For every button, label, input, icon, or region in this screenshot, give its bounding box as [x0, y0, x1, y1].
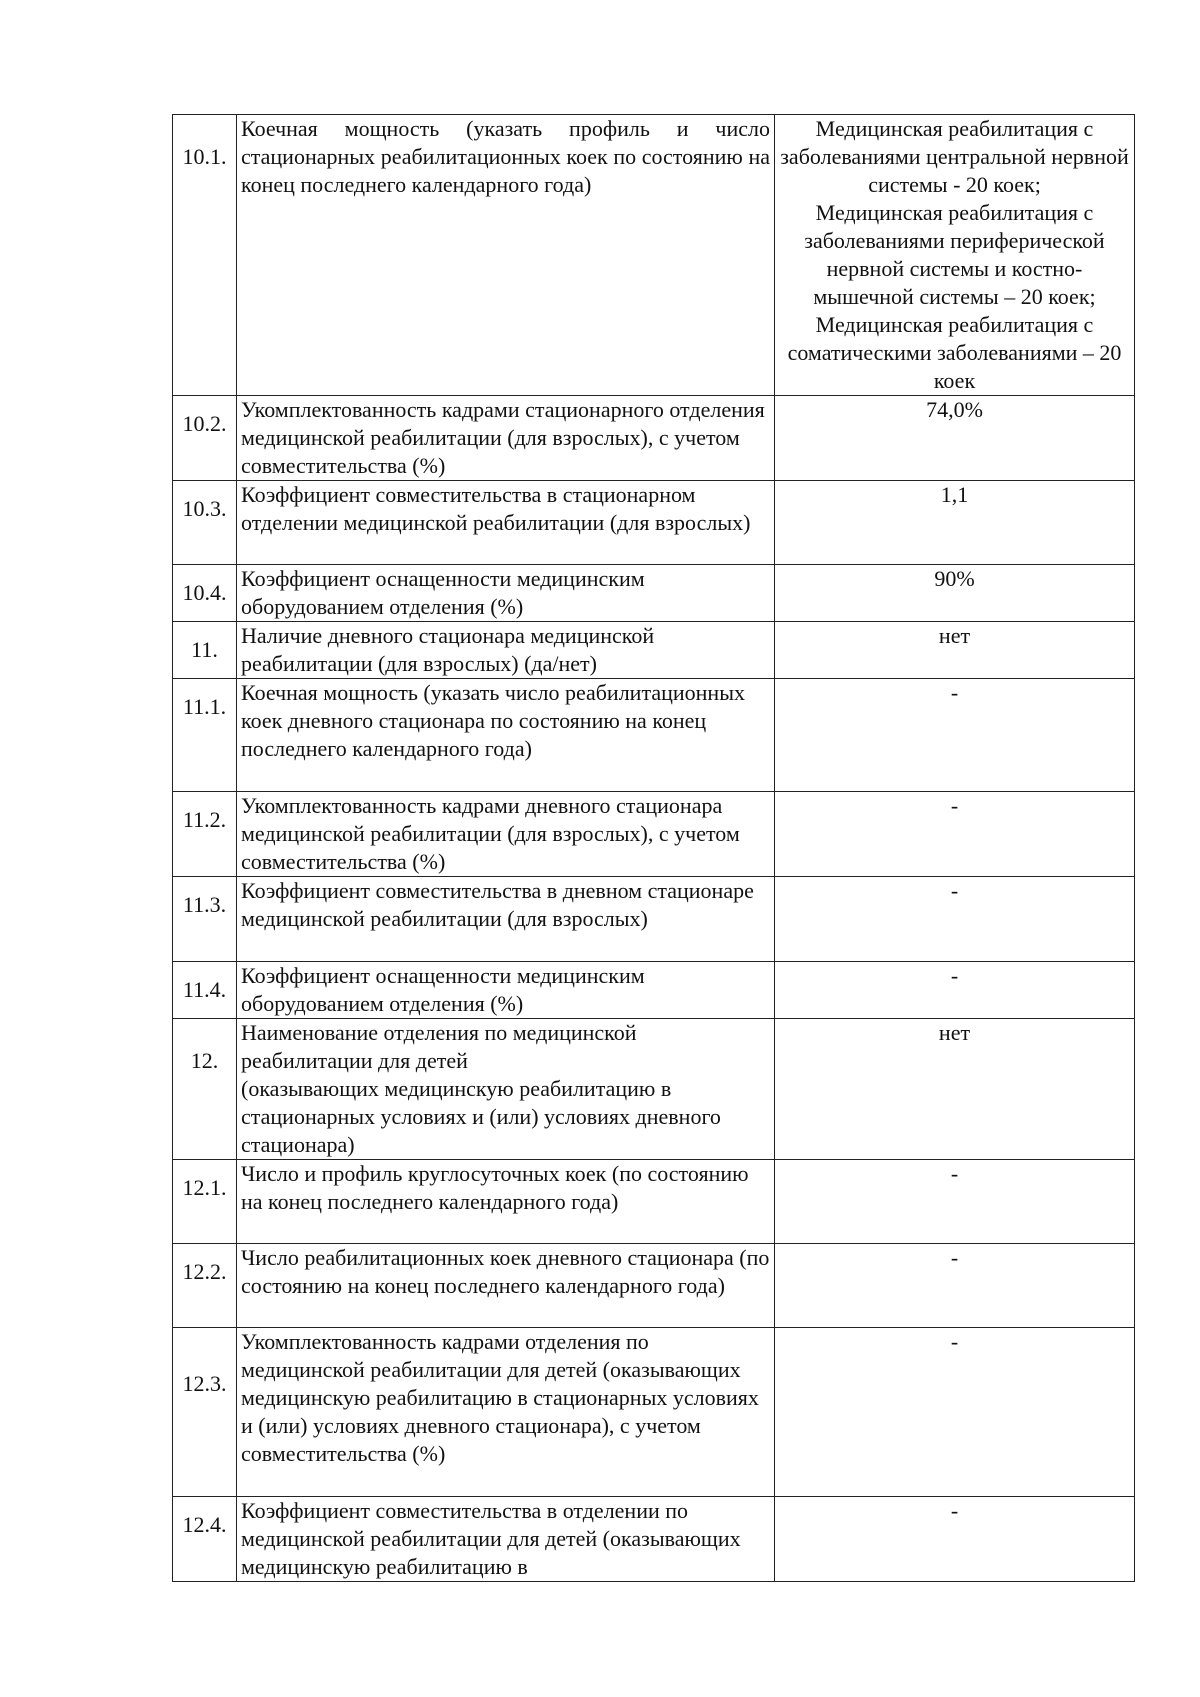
- row-number: 11.2.: [173, 792, 237, 877]
- row-description: Коэффициент совместительства в дневном стационаре медицинской реабилитации (для взрослых): [237, 877, 775, 962]
- row-description: Коэффициент оснащенности медицинским оборудованием отделения (%): [237, 962, 775, 1019]
- table-row: [173, 1244, 1135, 1328]
- table-row: [173, 962, 1135, 1019]
- row-description: Укомплектованность кадрами стационарного отделения медицинской реабилитации (для взрослых), с учетом совместительства (%): [237, 396, 775, 481]
- row-value: 90%: [775, 565, 1135, 622]
- row-description: Укомплектованность кадрами дневного стационара медицинской реабилитации (для взрослых), с учетом совместительства (%): [237, 792, 775, 877]
- row-value: -: [775, 1328, 1135, 1497]
- row-number: 11.1.: [173, 679, 237, 792]
- table-row: [173, 792, 1135, 877]
- row-number: 12.3.: [173, 1328, 237, 1497]
- table-row: [173, 1497, 1135, 1582]
- row-value: 74,0%: [775, 396, 1135, 481]
- row-value: -: [775, 792, 1135, 877]
- table-row: [173, 115, 1135, 396]
- row-value: 1,1: [775, 481, 1135, 565]
- row-number: 12.4.: [173, 1497, 237, 1582]
- table-row: [173, 622, 1135, 679]
- table-row: [173, 1160, 1135, 1244]
- row-description: Коэффициент совместительства в стационарном отделении медицинской реабилитации (для взрослых): [237, 481, 775, 565]
- table-row: [173, 679, 1135, 792]
- row-number: 12.: [173, 1019, 237, 1160]
- row-description: Число и профиль круглосуточных коек (по состоянию на конец последнего календарного года): [237, 1160, 775, 1244]
- indicators-table: [172, 114, 1135, 1582]
- row-value: -: [775, 962, 1135, 1019]
- row-value: -: [775, 679, 1135, 792]
- row-number: 11.: [173, 622, 237, 679]
- table-row: [173, 481, 1135, 565]
- row-number: 12.1.: [173, 1160, 237, 1244]
- table-row: [173, 565, 1135, 622]
- row-value: -: [775, 1244, 1135, 1328]
- row-description: Число реабилитационных коек дневного стационара (по состоянию на конец последнего календарного года): [237, 1244, 775, 1328]
- row-value: -: [775, 1160, 1135, 1244]
- row-number: 11.3.: [173, 877, 237, 962]
- row-description: Наименование отделения по медицинской реабилитации для детей (оказывающих медицинскую реабилитацию в стационарных условиях и (или) условиях дневного стационара): [237, 1019, 775, 1160]
- row-number: 10.1.: [173, 115, 237, 396]
- table-row: [173, 877, 1135, 962]
- row-description: Коечная мощность (указать число реабилитационных коек дневного стационара по состоянию на конец последнего календарного года): [237, 679, 775, 792]
- row-number: 10.2.: [173, 396, 237, 481]
- row-value: -: [775, 877, 1135, 962]
- row-number: 10.3.: [173, 481, 237, 565]
- row-description: Наличие дневного стационара медицинской реабилитации (для взрослых) (да/нет): [237, 622, 775, 679]
- table-row: [173, 396, 1135, 481]
- row-description: Коэффициент оснащенности медицинским оборудованием отделения (%): [237, 565, 775, 622]
- row-value: нет: [775, 622, 1135, 679]
- row-number: 12.2.: [173, 1244, 237, 1328]
- row-description: Укомплектованность кадрами отделения по медицинской реабилитации для детей (оказывающих медицинскую реабилитацию в стационарных условиях и (или) условиях дневного стационара), с учетом совместительства (%): [237, 1328, 775, 1497]
- row-value: Медицинская реабилитация с заболеваниями центральной нервной системы - 20 коек; Медицинская реабилитация с заболеваниями периферической нервной системы и костно-мышечной системы – 20 коек; Медицинская реабилитация с соматическими заболеваниями – 20 коек: [775, 115, 1135, 396]
- table-row: [173, 1019, 1135, 1160]
- row-number: 11.4.: [173, 962, 237, 1019]
- row-value: -: [775, 1497, 1135, 1582]
- row-description: Коэффициент совместительства в отделении по медицинской реабилитации для детей (оказывающих медицинскую реабилитацию в: [237, 1497, 775, 1582]
- table-row: [173, 1328, 1135, 1497]
- row-value: нет: [775, 1019, 1135, 1160]
- row-number: 10.4.: [173, 565, 237, 622]
- row-description: Коечная мощность (указать профиль и число стационарных реабилитационных коек по состоянию на конец последнего календарного года): [237, 115, 775, 396]
